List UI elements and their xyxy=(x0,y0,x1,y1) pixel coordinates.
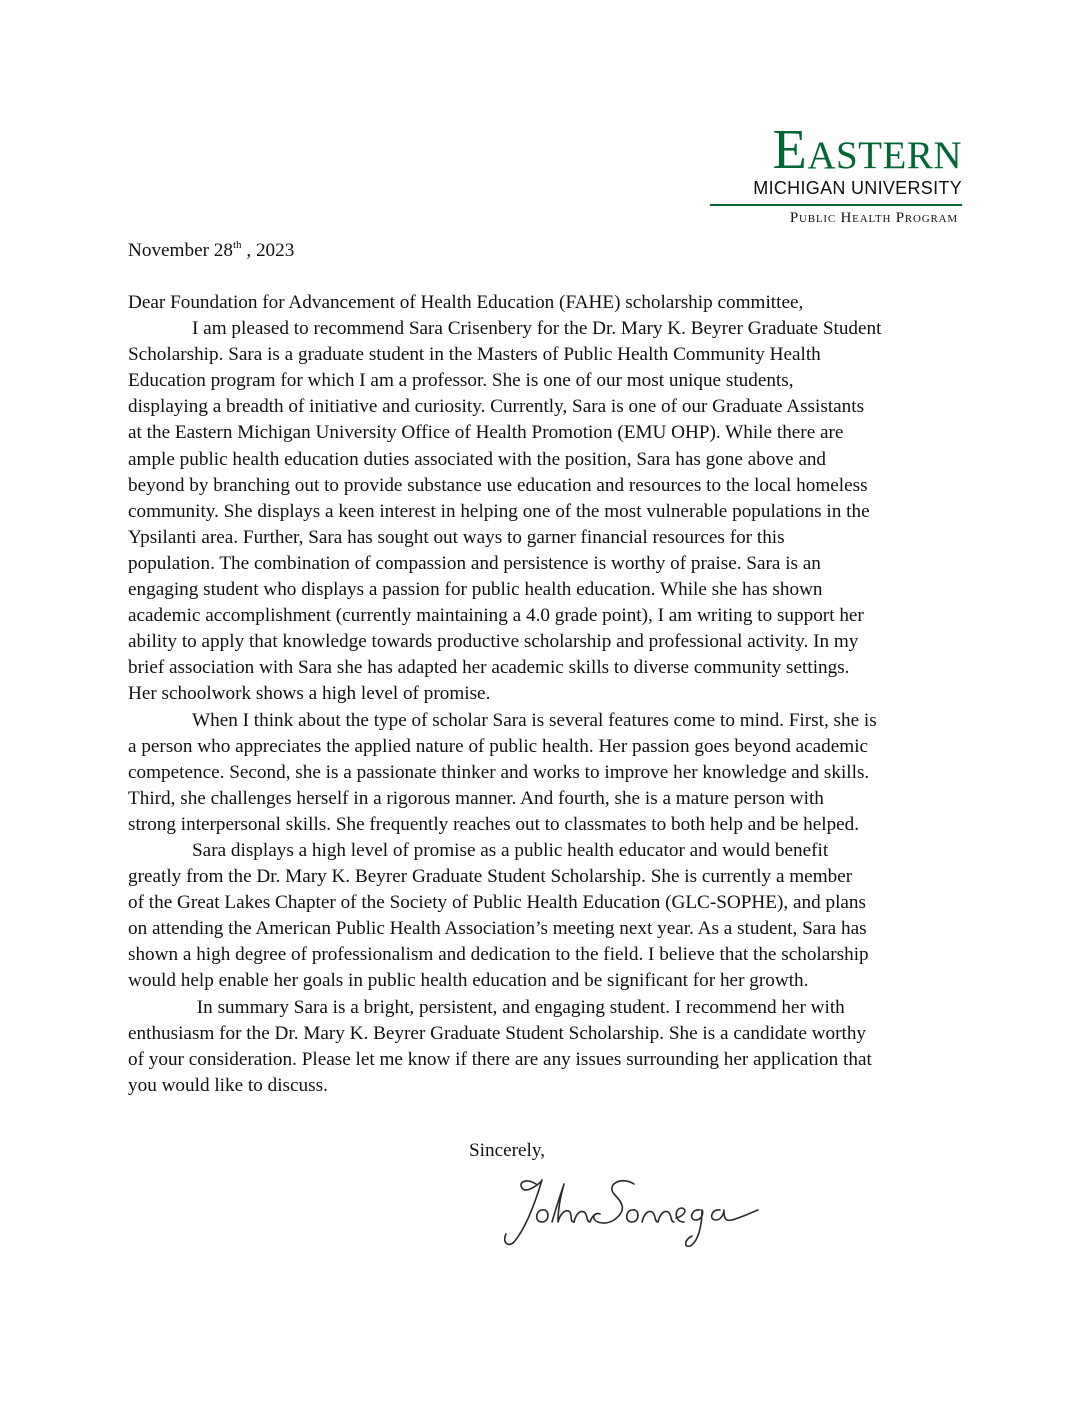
paragraph-line: I am pleased to recommend Sara Crisenbery for the Dr. Mary K. Beyrer Graduate Student xyxy=(192,318,882,340)
paragraph-line: enthusiasm for the Dr. Mary K. Beyrer Graduate Student Scholarship. She is a candidate worthy xyxy=(128,1022,867,1044)
paragraph-line: strong interpersonal skills. She frequently reaches out to classmates to both help and be helped. xyxy=(128,813,860,835)
paragraph-line: brief association with Sara she has adapted her academic skills to diverse community settings. xyxy=(128,657,850,679)
paragraph-line: of your consideration. Please let me know if there are any issues surrounding her application that xyxy=(128,1048,872,1070)
paragraph-line: of the Great Lakes Chapter of the Society of Public Health Education (GLC-SOPHE), and plans xyxy=(128,892,866,914)
paragraph-line: engaging student who displays a passion for public health education. While she has shown xyxy=(128,579,823,601)
paragraph-line: greatly from the Dr. Mary K. Beyrer Graduate Student Scholarship. She is currently a member xyxy=(128,866,853,888)
logo-divider xyxy=(710,204,962,206)
paragraph-line: Ypsilanti area. Further, Sara has sought out ways to garner financial resources for this xyxy=(128,526,785,548)
paragraph-line: In summary Sara is a bright, persistent, and engaging student. I recommend her with xyxy=(192,996,845,1018)
paragraph-line: community. She displays a keen interest in helping one of the most vulnerable populations in the xyxy=(128,500,870,522)
paragraph-line: Third, she challenges herself in a rigorous manner. And fourth, she is a mature person with xyxy=(128,787,824,809)
paragraph-line: shown a high degree of professionalism and dedication to the field. I believe that the scholarship xyxy=(128,944,869,966)
paragraph-line: at the Eastern Michigan University Office of Health Promotion (EMU OHP). While there are xyxy=(128,422,844,444)
letter-paragraph-1 xyxy=(128,316,968,707)
date-ordinal-suffix: th xyxy=(232,239,242,251)
paragraph-line: Education program for which I am a professor. She is one of our most unique students, xyxy=(128,370,794,392)
paragraph-line: Scholarship. Sara is a graduate student in the Masters of Public Health Community Health xyxy=(128,344,821,366)
paragraph-line: academic accomplishment (currently maintaining a 4.0 grade point), I am writing to support her xyxy=(128,605,864,627)
paragraph-line: displaying a breadth of initiative and curiosity. Currently, Sara is one of our Graduate Assistants xyxy=(128,396,865,418)
paragraph-line: population. The combination of compassion and persistence is worthy of praise. Sara is an xyxy=(128,552,821,574)
letter-date xyxy=(128,238,968,264)
letter-body xyxy=(128,238,968,1099)
letter-paragraph-3 xyxy=(128,838,968,995)
paragraph-line: When I think about the type of scholar Sara is several features come to mind. First, she is xyxy=(192,709,877,731)
date-month-day: November 28 xyxy=(128,240,233,261)
logo-university-name: MICHIGAN UNIVERSITY xyxy=(753,178,962,198)
logo-program-name: Public Health Program xyxy=(789,210,958,226)
letter-paragraph-4 xyxy=(128,995,968,1099)
handwritten-signature xyxy=(496,1170,770,1252)
eastern-michigan-university-logo xyxy=(700,119,962,228)
paragraph-line: competence. Second, she is a passionate thinker and works to improve her knowledge and skills. xyxy=(128,761,870,783)
paragraph-line: you would like to discuss. xyxy=(128,1074,328,1096)
paragraph-line: would help enable her goals in public health education and be significant for her growth. xyxy=(128,970,809,992)
letter-closing: Sincerely, xyxy=(469,1140,546,1161)
letter-salutation: Dear Foundation for Advancement of Health Education (FAHE) scholarship committee, xyxy=(128,292,804,313)
letter-paragraph-2 xyxy=(128,708,968,838)
paragraph-line: Her schoolwork shows a high level of promise. xyxy=(128,683,491,705)
paragraph-line: Sara displays a high level of promise as a public health educator and would benefit xyxy=(192,839,829,861)
paragraph-line: ample public health education duties associated with the position, Sara has gone above and xyxy=(128,448,827,470)
paragraph-line: beyond by branching out to provide substance use education and resources to the local homeless xyxy=(128,474,868,496)
paragraph-line: on attending the American Public Health Association’s meeting next year. As a student, Sara has xyxy=(128,918,867,940)
paragraph-line: ability to apply that knowledge towards productive scholarship and professional activity. In my xyxy=(128,631,859,653)
paragraph-line: a person who appreciates the applied nature of public health. Her passion goes beyond academic xyxy=(128,735,869,757)
logo-wordmark-eastern: Eastern xyxy=(772,119,962,181)
date-year: , 2023 xyxy=(241,240,295,261)
